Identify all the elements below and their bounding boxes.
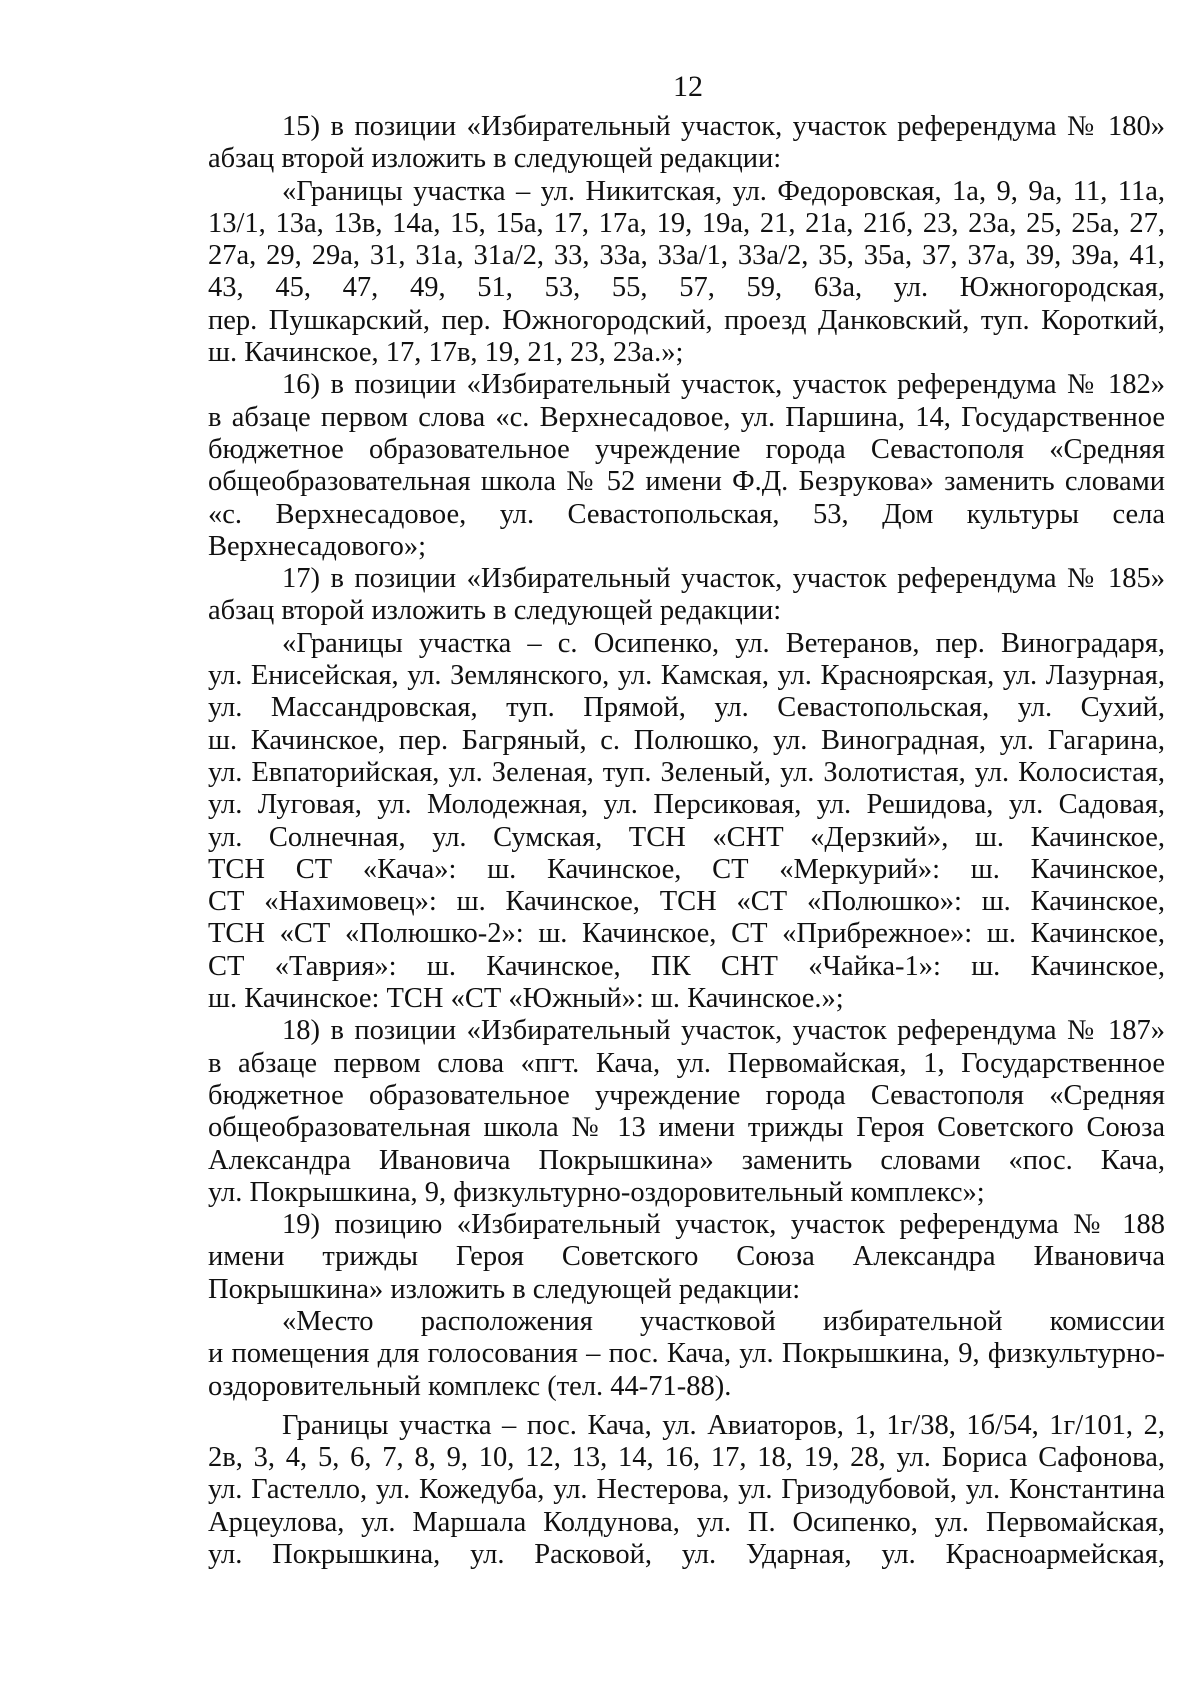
text-line: в абзаце первом слова «пгт. Кача, ул. Первомайская, 1, Государственное <box>208 1047 1165 1079</box>
text-line: «Границы участка – ул. Никитская, ул. Федоровская, 1а, 9, 9а, 11, 11а, <box>282 175 1165 207</box>
text-line: ул. Луговая, ул. Молодежная, ул. Персиковая, ул. Решидова, ул. Садовая, <box>208 789 1165 821</box>
paragraph <box>208 111 1165 176</box>
text-line: абзац второй изложить в следующей редакции: <box>208 143 782 175</box>
text-line: бюджетное образовательное учреждение города Севастополя «Средняя <box>208 1079 1165 1111</box>
paragraph <box>208 1015 1165 1209</box>
text-line: пер. Пушкарский, пер. Южногородский, проезд Данковский, туп. Короткий, <box>208 304 1165 336</box>
text-line: общеобразовательная школа № 13 имени трижды Героя Советского Союза <box>208 1112 1165 1144</box>
text-line: в абзаце первом слова «с. Верхнесадовое, ул. Паршина, 14, Государственное <box>208 401 1165 433</box>
text-line: оздоровительный комплекс (тел. 44-71-88). <box>208 1370 732 1402</box>
text-line: ТСН СТ «Кача»: ш. Качинское, СТ «Меркурий»: ш. Качинское, <box>208 853 1165 885</box>
text-line: «Границы участка – с. Осипенко, ул. Ветеранов, пер. Виноградаря, <box>282 627 1165 659</box>
text-line: ТСН «СТ «Полюшко-2»: ш. Качинское, СТ «Прибрежное»: ш. Качинское, <box>208 918 1165 950</box>
text-line: 16) в позиции «Избирательный участок, участок референдума № 182» <box>282 369 1165 401</box>
text-line: 18) в позиции «Избирательный участок, участок референдума № 187» <box>282 1015 1165 1047</box>
document-body <box>208 111 1165 1571</box>
text-line: ш. Качинское, пер. Багряный, с. Полюшко, ул. Виноградная, ул. Гагарина, <box>208 724 1165 756</box>
text-line: ул. Массандровская, туп. Прямой, ул. Севастопольская, ул. Сухий, <box>208 692 1165 724</box>
text-line: «с. Верхнесадовое, ул. Севастопольская, 53, Дом культуры села <box>208 498 1165 530</box>
paragraph <box>208 1410 1165 1571</box>
text-line: Покрышкина» изложить в следующей редакции: <box>208 1273 801 1305</box>
text-line: 43, 45, 47, 49, 51, 53, 55, 57, 59, 63а, ул. Южногородская, <box>208 272 1165 304</box>
text-line: Верхнесадового»; <box>208 530 427 562</box>
paragraph-gap <box>208 1403 1165 1410</box>
paragraph <box>208 1209 1165 1306</box>
text-line: СТ «Таврия»: ш. Качинское, ПК СНТ «Чайка-1»: ш. Качинское, <box>208 950 1165 982</box>
text-line: ул. Покрышкина, ул. Расковой, ул. Ударная, ул. Красноармейская, <box>208 1539 1165 1571</box>
text-line: СТ «Нахимовец»: ш. Качинское, ТСН «СТ «Полюшко»: ш. Качинское, <box>208 886 1165 918</box>
text-line: абзац второй изложить в следующей редакции: <box>208 595 782 627</box>
text-line: ш. Качинское, 17, 17в, 19, 21, 23, 23а.»; <box>208 337 684 369</box>
paragraph <box>208 628 1165 1016</box>
text-line: 19) позицию «Избирательный участок, участок референдума № 188 <box>282 1209 1165 1241</box>
text-line: и помещения для голосования – пос. Кача, ул. Покрышкина, 9, физкультурно- <box>208 1338 1165 1370</box>
text-line: имени трижды Героя Советского Союза Александра Ивановича <box>208 1241 1165 1273</box>
text-line: общеобразовательная школа № 52 имени Ф.Д. Безрукова» заменить словами <box>208 466 1165 498</box>
text-line: ул. Евпаторийская, ул. Зеленая, туп. Зеленый, ул. Золотистая, ул. Колосистая, <box>208 756 1165 788</box>
text-line: 2в, 3, 4, 5, 6, 7, 8, 9, 10, 12, 13, 14, 16, 17, 18, 19, 28, ул. Бориса Сафонова, <box>208 1442 1165 1474</box>
text-line: 27а, 29, 29а, 31, 31а, 31а/2, 33, 33а, 33а/1, 33а/2, 35, 35а, 37, 37а, 39, 39а, 41, <box>208 240 1165 272</box>
text-line: ул. Солнечная, ул. Сумская, ТСН «СНТ «Дерзкий», ш. Качинское, <box>208 821 1165 853</box>
text-line: 15) в позиции «Избирательный участок, участок референдума № 180» <box>282 111 1165 142</box>
text-line: 13/1, 13а, 13в, 14а, 15, 15а, 17, 17а, 19, 19а, 21, 21а, 21б, 23, 23а, 25, 25а, 27, <box>208 207 1165 239</box>
text-line: Александра Ивановича Покрышкина» заменить словами «пос. Кача, <box>208 1144 1165 1176</box>
text-line: Арцеулова, ул. Маршала Колдунова, ул. П. Осипенко, ул. Первомайская, <box>208 1506 1165 1538</box>
text-line: ул. Енисейская, ул. Землянского, ул. Камская, ул. Красноярская, ул. Лазурная, <box>208 660 1165 692</box>
text-line: ш. Качинское: ТСН «СТ «Южный»: ш. Качинское.»; <box>208 983 844 1015</box>
text-line: 17) в позиции «Избирательный участок, участок референдума № 185» <box>282 563 1165 595</box>
text-line: ул. Гастелло, ул. Кожедуба, ул. Нестерова, ул. Гризодубовой, ул. Константина <box>208 1474 1165 1506</box>
paragraph <box>208 1306 1165 1403</box>
paragraph <box>208 563 1165 628</box>
text-line: «Место расположения участковой избирательной комиссии <box>282 1305 1165 1337</box>
text-line: бюджетное образовательное учреждение города Севастополя «Средняя <box>208 433 1165 465</box>
paragraph <box>208 369 1165 563</box>
text-line: Границы участка – пос. Кача, ул. Авиаторов, 1, 1г/38, 1б/54, 1г/101, 2, <box>282 1409 1165 1441</box>
text-line: ул. Покрышкина, 9, физкультурно-оздоровительный комплекс»; <box>208 1176 985 1208</box>
page-number: 12 <box>673 70 703 103</box>
paragraph <box>208 176 1165 370</box>
